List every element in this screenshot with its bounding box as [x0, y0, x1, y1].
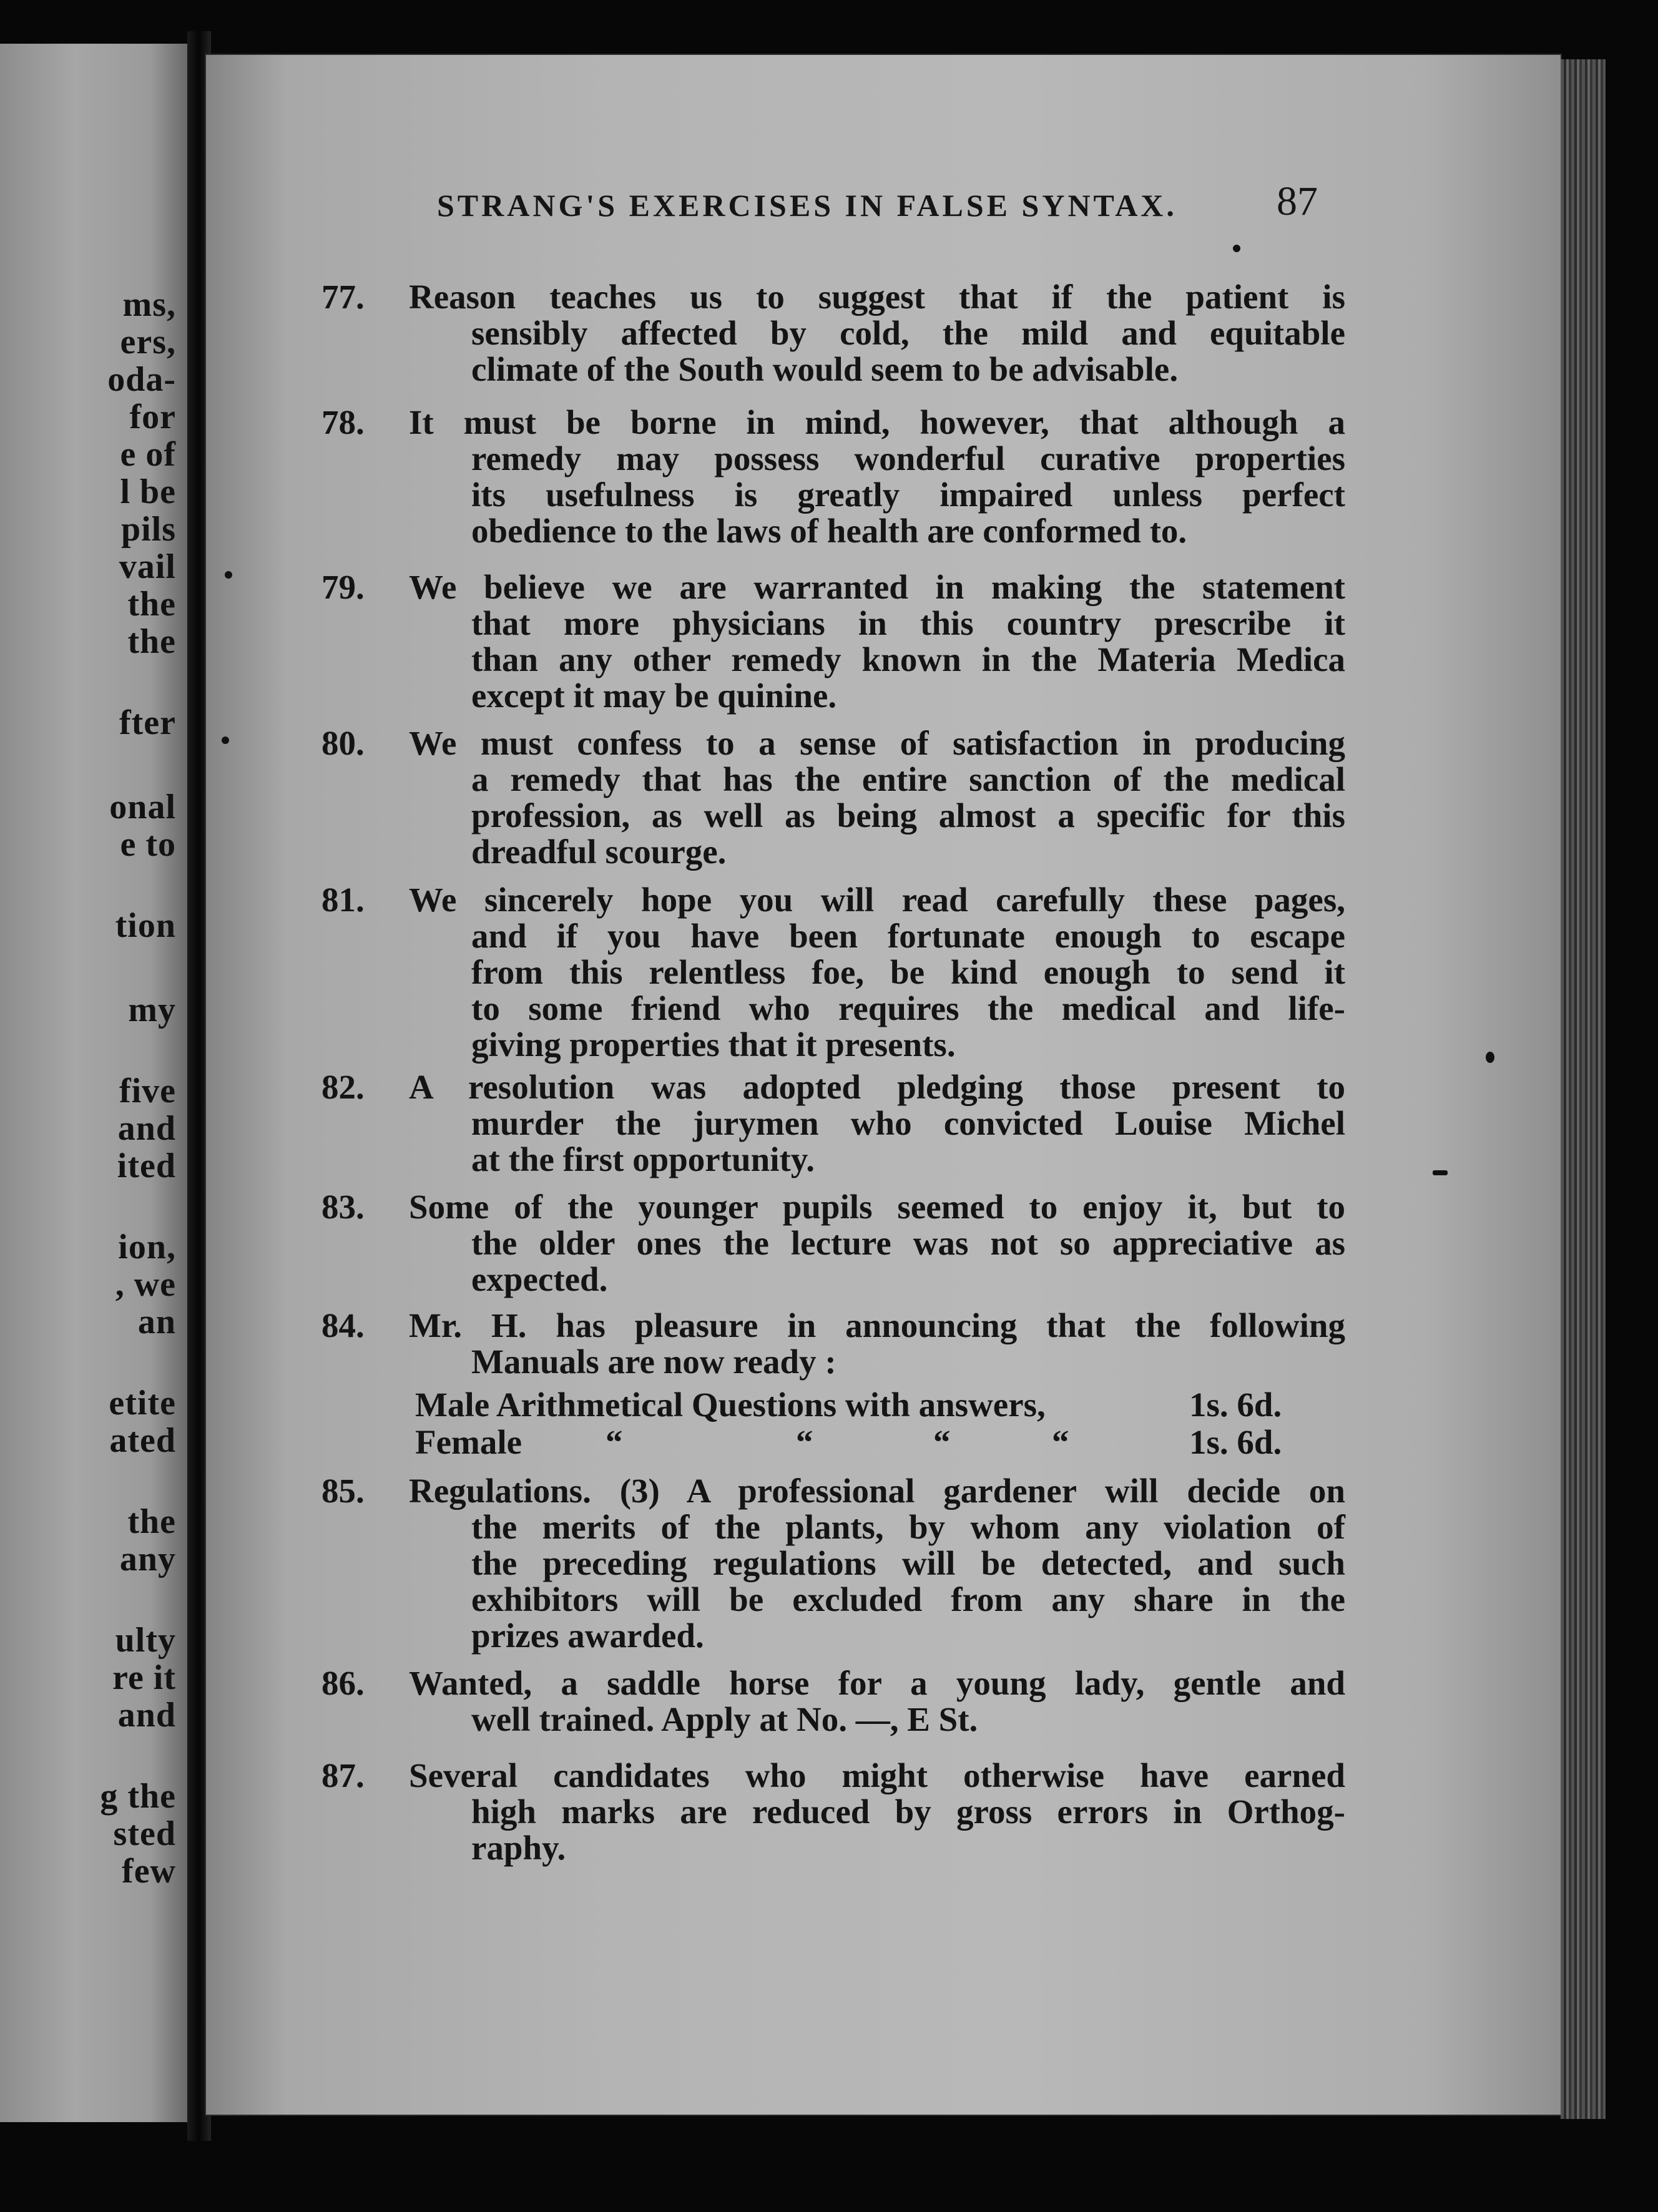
exercise-line: We believe we are warranted in making the statement: [409, 568, 1345, 606]
exercise-line: the older ones the lecture was not so appreciative as: [471, 1224, 1345, 1262]
left-page-line: and: [117, 1696, 176, 1735]
left-page-line: few: [122, 1852, 176, 1891]
exercise-line: expected.: [471, 1260, 608, 1298]
manual-female-row: [415, 1423, 1282, 1461]
exercise-item: [321, 1758, 1345, 1866]
manual-female-label: Female: [415, 1423, 522, 1461]
left-page-line: my: [128, 991, 176, 1029]
exercise-line: dreadful scourge.: [471, 833, 727, 871]
exercise-line: remedy may possess wonderful curative properties: [471, 439, 1345, 477]
exercise-item: [321, 569, 1345, 714]
left-page-line: g the: [100, 1777, 176, 1816]
exercise-line: profession, as well as being almost a specific for this: [471, 796, 1345, 834]
left-page-line: re it: [112, 1658, 176, 1697]
exercise-line: Several candidates who might otherwise have earned: [409, 1756, 1345, 1794]
exercise-line: prizes awarded.: [471, 1617, 704, 1655]
exercise-number: 86.: [321, 1664, 365, 1702]
exercise-line: except it may be quinine.: [471, 677, 837, 715]
ditto-mark: “: [606, 1423, 623, 1461]
exercise-line: Regulations. (3) A professional gardener will decide on: [409, 1472, 1345, 1510]
left-page-line: ion,: [118, 1228, 176, 1266]
left-page-line: tion: [115, 906, 176, 945]
left-page-line: vail: [119, 547, 176, 586]
scan-speck: [1433, 1170, 1448, 1175]
exercise-number: 82.: [321, 1068, 365, 1106]
exercise-line: It must be borne in mind, however, that although a: [409, 403, 1345, 441]
exercise-line: exhibitors will be excluded from any share in the: [471, 1580, 1345, 1618]
exercise-line: from this relentless foe, be kind enough to send it: [471, 953, 1345, 991]
exercise-line: A resolution was adopted pledging those present to: [409, 1068, 1345, 1106]
scan-speck: [1233, 245, 1240, 252]
left-page-line: ers,: [120, 323, 176, 361]
left-page-line: ms,: [122, 285, 176, 324]
running-header: STRANG'S EXERCISES IN FALSE SYNTAX.: [437, 188, 1177, 223]
exercise-line: We must confess to a sense of satisfaction in producing: [409, 724, 1345, 762]
exercise-line: its usefulness is greatly impaired unless perfect: [471, 476, 1345, 514]
exercise-number: 78.: [321, 403, 365, 441]
left-page-line: and: [117, 1109, 176, 1148]
exercise-line: that more physicians in this country prescribe it: [471, 604, 1345, 642]
exercise-number: 87.: [321, 1756, 365, 1794]
left-page-line: l be: [120, 472, 176, 511]
ditto-mark: “: [1052, 1423, 1069, 1461]
exercise-line: sensibly affected by cold, the mild and equitable: [471, 314, 1345, 352]
exercise-line: murder the jurymen who convicted Louise Michel: [471, 1104, 1345, 1142]
manual-male-label: Male Arithmetical Questions with answers,: [415, 1386, 1046, 1424]
scan-speck: [1486, 1052, 1494, 1063]
exercise-line: obedience to the laws of health are conformed to.: [471, 512, 1187, 550]
exercise-line: Some of the younger pupils seemed to enjoy it, but to: [409, 1188, 1345, 1226]
exercise-line: the preceding regulations will be detected, and such: [471, 1544, 1345, 1582]
left-page-line: the: [127, 622, 176, 661]
exercise-line: than any other remedy known in the Materia Medica: [471, 640, 1345, 678]
left-page-line: ated: [109, 1421, 176, 1460]
exercise-line: Wanted, a saddle horse for a young lady, gentle and: [409, 1664, 1345, 1702]
exercise-line: and if you have been fortunate enough to escape: [471, 917, 1345, 955]
left-page-line: , we: [115, 1265, 176, 1304]
page-edge: [1561, 59, 1606, 2119]
exercise-line: giving properties that it presents.: [471, 1025, 956, 1064]
left-page-line: the: [127, 1502, 176, 1541]
exercise-line: the merits of the plants, by whom any violation of: [471, 1508, 1345, 1546]
left-page-line: onal: [109, 788, 176, 826]
exercise-number: 81.: [321, 881, 365, 919]
exercise-item: [321, 1473, 1345, 1654]
exercise-item: [321, 404, 1345, 549]
left-page-line: fter: [119, 703, 176, 742]
exercise-item: [321, 1069, 1345, 1178]
scan-speck: [222, 737, 229, 744]
manual-male-price: 1s. 6d.: [1189, 1386, 1282, 1424]
left-page-line: e to: [120, 825, 176, 864]
left-page-line: ited: [117, 1147, 176, 1185]
left-page-line: the: [127, 585, 176, 624]
exercise-line: well trained. Apply at No. —, E St.: [471, 1700, 978, 1738]
exercise-line: at the first opportunity.: [471, 1140, 815, 1178]
exercise-number: 77.: [321, 278, 365, 316]
left-page-line: etite: [109, 1384, 176, 1422]
page-number: 87: [1277, 179, 1318, 224]
left-page-line: any: [119, 1540, 176, 1578]
exercise-line: to some friend who requires the medical and life-: [471, 989, 1345, 1027]
exercise-line: Reason teaches us to suggest that if the patient is: [409, 278, 1345, 316]
manual-male-row: [415, 1386, 1282, 1424]
exercise-line: We sincerely hope you will read carefully these pages,: [409, 881, 1345, 919]
scan-speck: [225, 571, 232, 579]
left-facing-page: [0, 44, 187, 2122]
exercise-line: Mr. H. has pleasure in announcing that the following: [409, 1306, 1345, 1344]
exercise-line: raphy.: [471, 1829, 566, 1867]
exercise-line: climate of the South would seem to be advisable.: [471, 350, 1179, 388]
left-page-line: oda-: [107, 360, 176, 399]
left-page-line: for: [129, 398, 176, 436]
exercise-item: [321, 1189, 1345, 1298]
left-page-line: pils: [120, 510, 176, 549]
exercise-line: high marks are reduced by gross errors in Orthog-: [471, 1793, 1345, 1831]
exercise-number: 84.: [321, 1306, 365, 1344]
left-page-line: ulty: [115, 1621, 176, 1660]
exercise-number: 83.: [321, 1188, 365, 1226]
ditto-mark: “: [796, 1423, 813, 1461]
exercise-number: 85.: [321, 1472, 365, 1510]
exercise-item: [321, 725, 1345, 870]
exercise-item: [321, 1665, 1345, 1738]
manual-female-price: 1s. 6d.: [1189, 1423, 1282, 1461]
exercise-line: Manuals are now ready :: [471, 1343, 836, 1381]
exercise-number: 80.: [321, 724, 365, 762]
ditto-mark: “: [933, 1423, 951, 1461]
exercise-line: a remedy that has the entire sanction of the medical: [471, 760, 1345, 798]
left-page-line: sted: [113, 1814, 176, 1853]
exercise-number: 79.: [321, 568, 365, 606]
left-page-line: five: [119, 1072, 176, 1110]
exercise-item: [321, 1308, 1345, 1380]
left-page-line: e of: [120, 435, 176, 474]
left-page-line: an: [137, 1303, 176, 1341]
exercise-item: [321, 279, 1345, 388]
exercise-item: [321, 882, 1345, 1063]
